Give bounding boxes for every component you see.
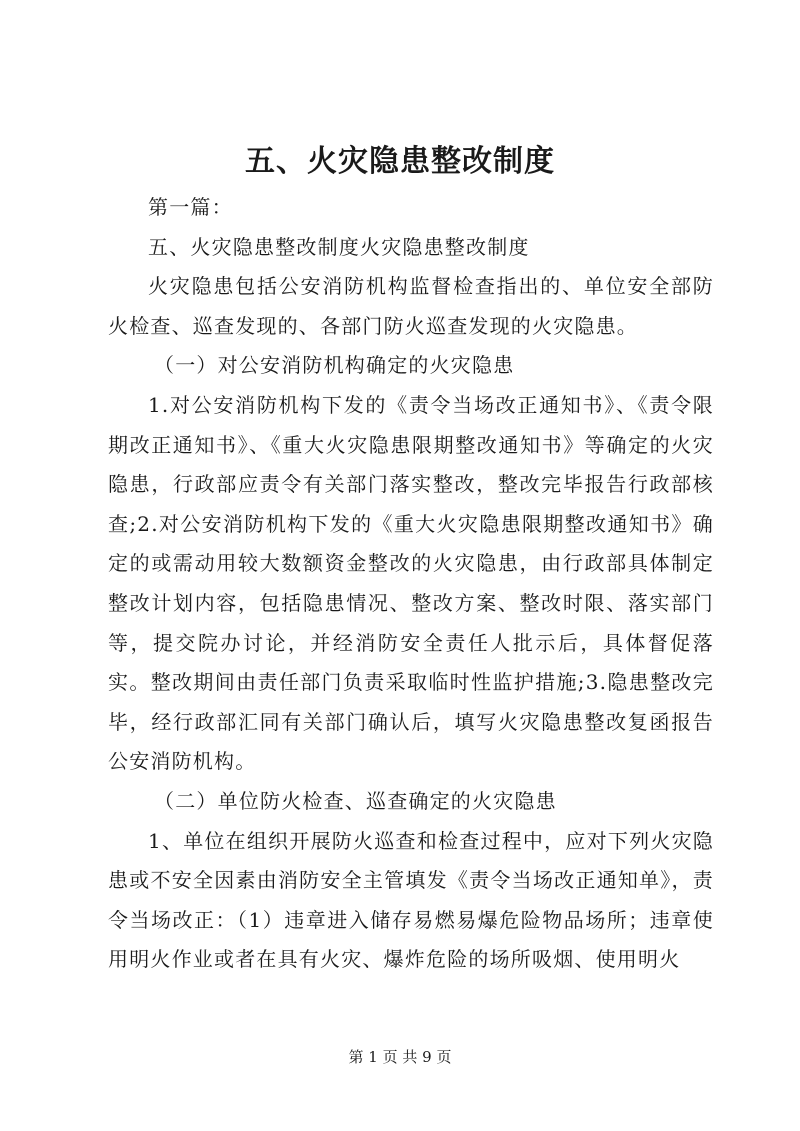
paragraph-public-security-rules: 1.对公安消防机构下发的《责令当场改正通知书》、《责令限期改正通知书》、《重大火灾隐患限期整改通知书》等确定的火灾隐患，行政部应责令有关部门落实整改，整改完毕报告行政部核查;2.对公安消防机构下发的《重大火灾隐患限期整改通知书》确定的或需动用较大数额资金整改的火灾隐患，由行政部具体制定整改计划内容，包括隐患情况、整改方案、整改时限、落实部门等，提交院办讨论，并经消防安全责任人批示后，具体督促落实。整改期间由责任部门负责采取临时性监护措施;3.隐患整改完毕，经行政部汇同有关部门确认后，填写火灾隐患整改复函报告公安消防机构。: [108, 392, 714, 774]
paragraph-intro: 火灾隐患包括公安消防机构监督检查指出的、单位安全部防火检查、巡查发现的、各部门防火巡查发现的火灾隐患。: [108, 274, 714, 338]
document-title: 五、火灾隐患整改制度: [245, 144, 555, 179]
paragraph-section-label: 第一篇：: [148, 195, 233, 219]
page-footer: 第 1 页 共 9 页: [348, 1048, 452, 1066]
subheading-public-security: （一）对公安消防机构确定的火灾隐患: [154, 353, 515, 378]
paragraph-heading: 五、火灾隐患整改制度火灾隐患整改制度: [148, 234, 530, 259]
subheading-unit-inspection: （二）单位防火检查、巡查确定的火灾隐患: [154, 788, 557, 813]
document-body: [108, 188, 714, 980]
paragraph-unit-inspection-rules: 1、单位在组织开展防火巡查和检查过程中，应对下列火灾隐患或不安全因素由消防安全主管填发《责令当场改正通知单》，责令当场改正：（1）违章进入储存易燃易爆危险物品场所；违章使用明火作业或者在具有火灾、爆炸危险的场所吸烟、使用明火: [108, 828, 714, 972]
